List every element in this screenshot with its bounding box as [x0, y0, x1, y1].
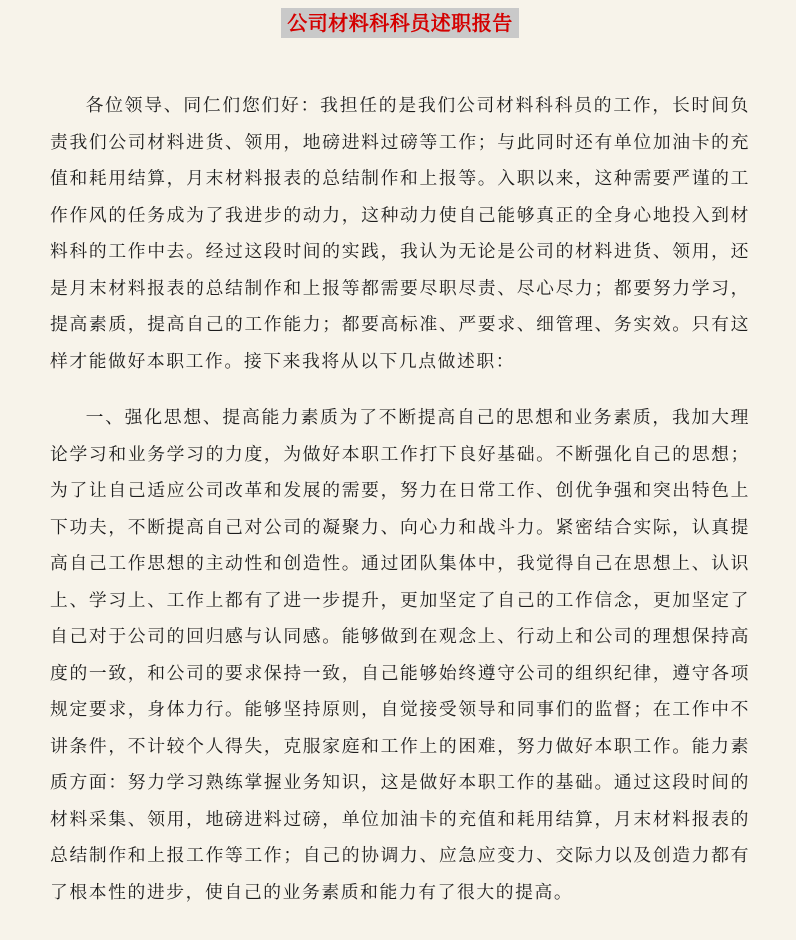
title-container — [50, 8, 750, 42]
paragraph-intro: 各位领导、同仁们您们好：我担任的是我们公司材料科科员的工作，长时间负责我们公司材料进货、领用，地磅进料过磅等工作；与此同时还有单位加油卡的充值和耗用结算，月末材料报表的总结制作和上报等。入职以来，这种需要严谨的工作作风的任务成为了我进步的动力，这种动力使自己能够真正的全身心地投入到材料科的工作中去。经过这段时间的实践，我认为无论是公司的材料进货、领用，还是月末材料报表的总结制作和上报等都需要尽职尽责、尽心尽力；都要努力学习，提高素质，提高自己的工作能力；都要高标准、严要求、细管理、务实效。只有这样才能做好本职工作。接下来我将从以下几点做述职： — [50, 95, 750, 372]
paragraph-section-1: 一、强化思想、提高能力素质为了不断提高自己的思想和业务素质，我加大理论学习和业务学习的力度，为做好本职工作打下良好基础。不断强化自己的思想；为了让自己适应公司改革和发展的需要，努力在日常工作、创优争强和突出特色上下功夫，不断提高自己对公司的凝聚力、向心力和战斗力。紧密结合实际，认真提高自己工作思想的主动性和创造性。通过团队集体中，我觉得自己在思想上、认识上、学习上、工作上都有了进一步提升，更加坚定了自己的工作信念，更加坚定了自己对于公司的回归感与认同感。能够做到在观念上、行动上和公司的理想保持高度的一致，和公司的要求保持一致，自己能够始终遵守公司的组织纪律，遵守各项规定要求，身体力行。能够坚持原则，自觉接受领导和同事们的监督；在工作中不讲条件，不计较个人得失，克服家庭和工作上的困难，努力做好本职工作。能力素质方面：努力学习熟练掌握业务知识，这是做好本职工作的基础。通过这段时间的材料采集、领用，地磅进料过磅，单位加油卡的充值和耗用结算，月末材料报表的总结制作和上报工作等工作；自己的协调力、应急应变力、交际力以及创造力都有了根本性的进步，使自己的业务素质和能力有了很大的提高。 — [50, 407, 750, 903]
document-title: 公司材料科科员述职报告 — [281, 8, 519, 38]
